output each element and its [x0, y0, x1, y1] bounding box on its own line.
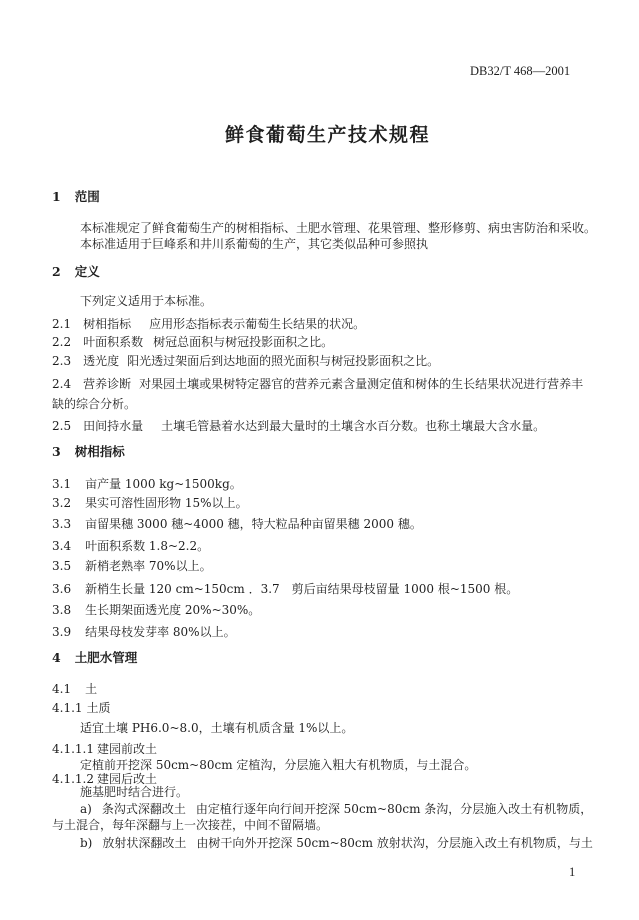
- item-number: 3.2: [52, 496, 72, 510]
- definition-item: [52, 378, 583, 390]
- definition-term: 透光度: [83, 354, 120, 368]
- section-title: 定义: [74, 264, 100, 279]
- item-number: 3.9: [52, 625, 72, 639]
- section-3-heading: [52, 446, 125, 459]
- item-number: 3.5: [52, 559, 72, 573]
- list-text: 由定植行逐年向行间开挖深 50cm~80cm 条沟，分层施入改土有机物质，: [195, 802, 593, 816]
- item-number: 2.3: [52, 354, 72, 368]
- section-4-heading: [52, 652, 137, 665]
- paragraph: 下列定义适用于本标准。: [80, 294, 213, 308]
- item-number: 4.1.1.1: [52, 742, 94, 756]
- item-text: 建园前改土: [96, 742, 157, 756]
- standard-number: DB32/T 468—2001: [470, 64, 571, 78]
- definition-term: 田间持水量: [83, 419, 144, 433]
- item-number: 4.1: [52, 682, 72, 696]
- item-number: 2.5: [52, 419, 72, 433]
- indicator-item: [52, 560, 212, 572]
- list-term: 条沟式深翻改土: [101, 802, 186, 816]
- section-1-heading: [52, 191, 100, 204]
- definition-text: 对果园土壤或果树特定器官的营养元素含量测定值和树体的生长结果状况进行营养丰: [139, 377, 584, 391]
- list-text-continued: 与土混合，每年深翻与上一次接茬，中间不留隔墙。: [52, 818, 329, 832]
- indicator-item: [52, 626, 236, 638]
- item-text: 果实可溶性固形物 15%以上。: [85, 496, 248, 510]
- item-number: 2.4: [52, 377, 72, 391]
- definition-item: [52, 318, 365, 330]
- list-label: b): [80, 836, 93, 850]
- item-text: 土: [85, 682, 98, 696]
- definition-text: 应用形态指标表示葡萄生长结果的状况。: [149, 317, 366, 331]
- indicator-item: [52, 540, 209, 552]
- subsection-heading: [52, 743, 157, 755]
- section-2-heading: [52, 266, 100, 279]
- item-number: 2.2: [52, 335, 72, 349]
- section-title: 土肥水管理: [74, 650, 138, 665]
- item-text: 土质: [86, 701, 111, 715]
- list-label: a): [80, 802, 92, 816]
- document-title: 鲜食葡萄生产技术规程: [225, 124, 431, 146]
- definition-item: [52, 355, 439, 367]
- section-number: 3: [52, 444, 61, 459]
- list-item: [80, 803, 592, 815]
- item-text: 叶面积系数 1.8~2.2。: [85, 539, 210, 553]
- list-text: 由树干向外开挖深 50cm~80cm 放射状沟，分层施入改土有机物质，与土: [196, 836, 593, 850]
- item-number: 2.1: [52, 317, 72, 331]
- item-text: 新梢老熟率 70%以上。: [85, 559, 212, 573]
- indicator-item: [52, 478, 242, 490]
- section-number: 4: [52, 650, 61, 665]
- section-title: 范围: [74, 189, 100, 204]
- list-term: 放射状深翻改土: [102, 836, 187, 850]
- indicator-item: [52, 497, 248, 509]
- paragraph: 施基肥时结合进行。: [80, 785, 189, 799]
- item-number: 3.8: [52, 603, 72, 617]
- paragraph: 定植前开挖深 50cm~80cm 定植沟，分层施入粗大有机物质，与土混合。: [80, 758, 477, 772]
- indicator-item: [52, 518, 422, 530]
- definition-text: 土壤毛管悬着水达到最大量时的土壤含水百分数。也称土壤最大含水量。: [161, 419, 546, 433]
- paragraph: 适宜土壤 PH6.0~8.0，土壤有机质含量 1%以上。: [80, 721, 354, 735]
- item-number: 3.3: [52, 517, 72, 531]
- item-text: 亩留果穗 3000 穗~4000 穗，特大粒品种亩留果穗 2000 穗。: [85, 517, 422, 531]
- item-text: 生长期架面透光度 20%~30%。: [85, 603, 261, 617]
- section-number: 1: [52, 189, 61, 204]
- definition-text-continued: 缺的综合分析。: [52, 397, 137, 411]
- item-text: 结果母枝发芽率 80%以上。: [85, 625, 236, 639]
- definition-item: [52, 420, 545, 432]
- definition-item: [52, 336, 333, 348]
- item-text: 新梢生长量 120 cm~150cm ．3.7 剪后亩结果母枝留量 1000 根~1500 根。: [85, 582, 519, 596]
- subsection-heading: [52, 773, 157, 785]
- definition-term: 叶面积系数: [83, 335, 144, 349]
- item-text: 建园后改土: [96, 772, 157, 786]
- page-number: 1: [569, 865, 576, 879]
- item-text: 亩产量 1000 kg~1500kg。: [85, 477, 242, 491]
- definition-text: 阳光透过架面后到达地面的照光面积与树冠投影面积之比。: [127, 354, 440, 368]
- section-number: 2: [52, 264, 61, 279]
- paragraph: 本标准适用于巨峰系和井川系葡萄的生产，其它类似品种可参照执: [80, 237, 429, 251]
- definition-term: 营养诊断: [83, 377, 132, 391]
- item-number: 3.4: [52, 539, 72, 553]
- list-item: [80, 837, 593, 849]
- item-number: 4.1.1: [52, 701, 83, 715]
- section-title: 树相指标: [74, 444, 125, 459]
- item-number: 4.1.1.2: [52, 772, 94, 786]
- item-number: 3.6: [52, 582, 72, 596]
- paragraph: 本标准规定了鲜食葡萄生产的树相指标、土肥水管理、花果管理、整形修剪、病虫害防治和采收。: [80, 221, 597, 235]
- indicator-item: [52, 604, 260, 616]
- definition-term: 树相指标: [83, 317, 132, 331]
- definition-text: 树冠总面积与树冠投影面积之比。: [153, 335, 334, 349]
- indicator-item: [52, 583, 518, 595]
- item-number: 3.1: [52, 477, 72, 491]
- subsection-heading: [52, 683, 97, 695]
- subsection-heading: [52, 702, 111, 714]
